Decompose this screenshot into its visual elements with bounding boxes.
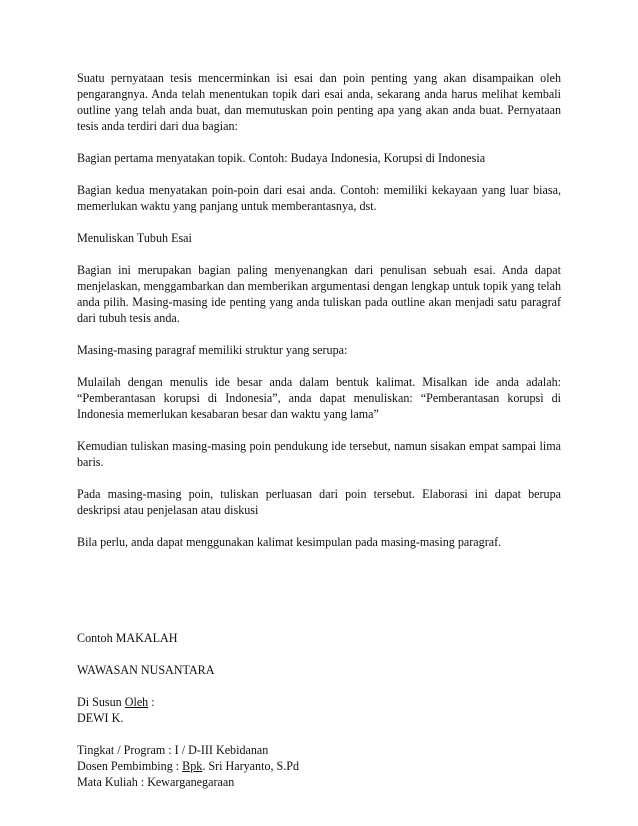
author-label xyxy=(77,694,561,710)
supervisor-prefix: Dosen Pembimbing : xyxy=(77,759,183,773)
paragraph-body-intro: Bagian ini merupakan bagian paling menyenangkan dari penulisan sebuah esai. Anda dapat menjelaskan, menggambarkan dan memberikan argumentasi dengan lengkap untuk topik yang telah anda pilih. Masing-masing ide penting yang anda tuliskan pada outline akan menjadi satu paragraf dari tubuh tesis anda. xyxy=(77,263,561,325)
section-heading-body: Menuliskan Tubuh Esai xyxy=(77,231,192,245)
example-title: Contoh MAKALAH xyxy=(77,631,178,645)
paragraph-thesis-intro: Suatu pernyataan tesis mencerminkan isi esai dan poin penting yang akan disampaikan oleh pengarangnya. Anda telah menentukan topik dari esai anda, sekarang anda harus melihat kembali outline yang telah anda buat, dan memutuskan poin penting apa yang akan anda buat. Pernyataan tesis anda terdiri dari dua bagian: xyxy=(77,71,561,133)
author-label-underlined: Oleh xyxy=(124,695,149,709)
course-line: Mata Kuliah : Kewarganegaraan xyxy=(77,775,235,789)
paragraph-structure: Masing-masing paragraf memiliki struktur yang serupa: xyxy=(77,343,348,357)
paper-title: WAWASAN NUSANTARA xyxy=(77,663,215,677)
author-label-suffix: : xyxy=(148,695,155,709)
paragraph-part-two: Bagian kedua menyatakan poin-poin dari esai anda. Contoh: memiliki kekayaan yang luar biasa, memerlukan waktu yang panjang untuk memberantasnya, dst. xyxy=(77,183,561,213)
supervisor-suffix: . Sri Haryanto, S.Pd xyxy=(202,759,300,773)
supervisor-underlined: Bpk xyxy=(182,759,203,773)
level-line: Tingkat / Program : I / D-III Kebidanan xyxy=(77,743,269,757)
paragraph-elaboration: Pada masing-masing poin, tuliskan perluasan dari poin tersebut. Elaborasi ini dapat berupa deskripsi atau penjelasan atau diskusi xyxy=(77,487,561,517)
supervisor-line xyxy=(77,758,561,774)
author-name: DEWI K. xyxy=(77,711,124,725)
author-label-prefix: Di Susun xyxy=(77,695,125,709)
document-page xyxy=(77,70,561,790)
paragraph-main-idea: Mulailah dengan menulis ide besar anda dalam bentuk kalimat. Misalkan ide anda adalah: “Pemberantasan korupsi di Indonesia”, anda dapat menuliskan: “Pemberantasan korupsi di Indonesia memerlukan kesabaran besar dan waktu yang lama” xyxy=(77,375,561,421)
paragraph-conclusion: Bila perlu, anda dapat menggunakan kalimat kesimpulan pada masing-masing paragraf. xyxy=(77,535,502,549)
paragraph-supporting-points: Kemudian tuliskan masing-masing poin pendukung ide tersebut, namun sisakan empat sampai lima baris. xyxy=(77,439,561,469)
paragraph-part-one: Bagian pertama menyatakan topik. Contoh: Budaya Indonesia, Korupsi di Indonesia xyxy=(77,151,486,165)
